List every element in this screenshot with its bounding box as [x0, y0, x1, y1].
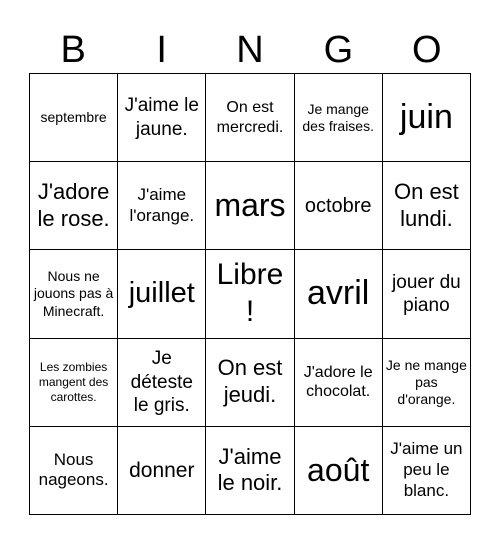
bingo-cell[interactable] — [30, 74, 118, 162]
bingo-cell-text: juin — [399, 97, 453, 136]
bingo-cell[interactable] — [206, 250, 294, 338]
bingo-cell[interactable] — [383, 250, 471, 338]
bingo-cell-text: donner — [129, 458, 195, 482]
bingo-cell[interactable] — [118, 427, 206, 515]
bingo-card-grid — [29, 73, 471, 515]
bingo-cell[interactable] — [206, 162, 294, 250]
bingo-cell[interactable] — [206, 339, 294, 427]
bingo-cell[interactable] — [206, 427, 294, 515]
bingo-cell[interactable] — [30, 162, 118, 250]
bingo-cell-text: juillet — [128, 277, 195, 310]
bingo-cell[interactable] — [30, 427, 118, 515]
bingo-cell[interactable] — [118, 250, 206, 338]
bingo-cell[interactable] — [118, 162, 206, 250]
bingo-cell-text: août — [307, 451, 370, 488]
bingo-cell[interactable] — [295, 427, 383, 515]
bingo-cell-text: octobre — [304, 194, 372, 217]
bingo-cell-text: Je mange des fraises. — [302, 100, 374, 134]
bingo-cell[interactable] — [206, 74, 294, 162]
bingo-cell-text: J'aime l'orange. — [129, 185, 195, 225]
bingo-cell-text: Libre ! — [216, 258, 284, 328]
bingo-cell-text: avril — [307, 274, 370, 313]
bingo-cell[interactable] — [30, 250, 118, 338]
bingo-cell-text: J'aime le jaune. — [124, 95, 199, 140]
bingo-cell-text: Nous ne jouons pas à Minecraft. — [33, 268, 114, 319]
bingo-cell[interactable] — [30, 339, 118, 427]
bingo-cell-text: J'aime le noir. — [217, 443, 283, 496]
bingo-cell[interactable] — [383, 162, 471, 250]
bingo-cell-text: septembre — [40, 109, 107, 126]
bingo-cell-text: jouer du piano — [392, 271, 461, 316]
bingo-cell-text: J'aime un peu le blanc. — [390, 439, 463, 500]
bingo-cell-text: Nous nageons. — [38, 449, 109, 490]
bingo-cell-text: J'adore le chocolat. — [303, 363, 373, 401]
bingo-cell-text: On est jeudi. — [217, 355, 283, 408]
bingo-cell[interactable] — [383, 74, 471, 162]
bingo-cell[interactable] — [118, 339, 206, 427]
bingo-cell-text: Je déteste le gris. — [130, 348, 193, 416]
bingo-cell[interactable] — [118, 74, 206, 162]
header-letter-n: N — [236, 29, 264, 71]
header-letter-o: O — [412, 29, 442, 71]
bingo-cell-text: On est mercredi. — [216, 99, 284, 136]
bingo-cell-text: mars — [214, 187, 286, 224]
bingo-cell[interactable] — [295, 250, 383, 338]
header-letter-i: I — [156, 29, 167, 71]
bingo-cell[interactable] — [295, 339, 383, 427]
bingo-cell-text: Les zombies mangent des carottes. — [38, 360, 109, 404]
bingo-header — [29, 26, 471, 74]
bingo-cell-text: J'adore le rose. — [37, 178, 110, 231]
bingo-cell[interactable] — [295, 74, 383, 162]
bingo-cell[interactable] — [295, 162, 383, 250]
header-letter-g: G — [323, 29, 354, 71]
bingo-cell-text: On est lundi. — [393, 178, 459, 231]
bingo-cell-text: Je ne mange pas d'orange. — [385, 356, 467, 407]
header-letter-b: B — [60, 29, 86, 71]
bingo-cell[interactable] — [383, 339, 471, 427]
bingo-cell[interactable] — [383, 427, 471, 515]
